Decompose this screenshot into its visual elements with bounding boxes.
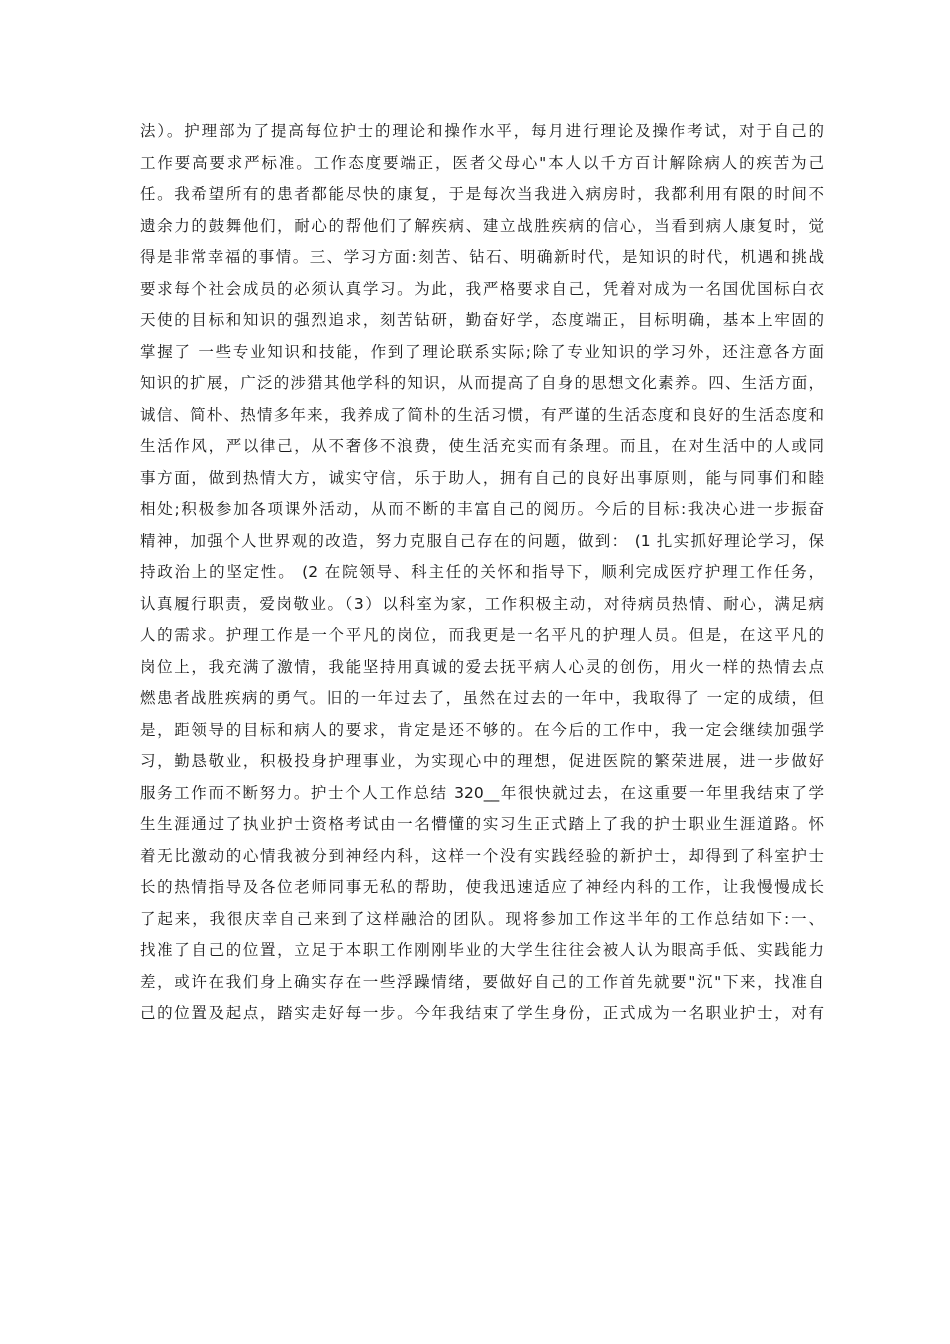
text-line: 掌握了 一些专业知识和技能，作到了理论联系实际;除了专业知识的学习外，还注意各方面	[140, 342, 824, 361]
text-line: 工作要高要求严标准。工作态度要端正，医者父母心"本人以千方百计解除病人的疾苦为己	[140, 153, 824, 172]
text-line: 了起来，我很庆幸自己来到了这样融洽的团队。现将参加工作这半年的工作总结如下:一、	[140, 909, 824, 928]
text-line: 遗余力的鼓舞他们，耐心的帮他们了解疾病、建立战胜疾病的信心，当看到病人康复时，觉	[140, 216, 824, 235]
text-line: 己的位置及起点，踏实走好每一步。今年我结束了学生身份，正式成为一名职业护士，对有	[140, 1004, 824, 1022]
text-line: 服务工作而不断努力。护士个人工作总结 320__年很快就过去，在这重要一年里我结束了学	[140, 783, 824, 802]
text-line: 人的需求。护理工作是一个平凡的岗位，而我更是一名平凡的护理人员。但是，在这平凡的	[140, 626, 824, 644]
text-line: 长的热情指导及各位老师同事无私的帮助，使我迅速适应了神经内科的工作，让我慢慢成长	[140, 878, 824, 896]
text-line: 着无比激动的心情我被分到神经内科，这样一个没有实践经验的新护士，却得到了科室护士	[140, 846, 824, 865]
text-line: 持政治上的坚定性。 (2 在院领导、科主任的关怀和指导下，顺利完成医疗护理工作任务，	[140, 563, 824, 581]
text-line: 天使的目标和知识的强烈追求，刻苦钻研，勤奋好学，态度端正，目标明确，基本上牢固的	[140, 311, 824, 329]
text-line: 是，距领导的目标和病人的要求，肯定是还不够的。在今后的工作中，我一定会继续加强学	[140, 720, 824, 739]
text-line: 岗位上，我充满了激情，我能坚持用真诚的爱去抚平病人心灵的创伤，用火一样的热情去点	[140, 657, 824, 676]
text-line: 认真履行职责，爱岗敬业。（3）以科室为家，工作积极主动，对待病员热情、耐心，满足病	[140, 594, 824, 613]
text-line: 找准了自己的位置，立足于本职工作刚刚毕业的大学生往往会被人认为眼高手低、实践能力	[140, 941, 824, 959]
text-line: 任。我希望所有的患者都能尽快的康复，于是每次当我进入病房时，我都利用有限的时间不	[140, 185, 824, 203]
text-line: 生活作风，严以律己，从不奢侈不浪费，使生活充实而有条理。而且，在对生活中的人或同	[140, 437, 824, 455]
body-text	[140, 116, 824, 1030]
text-line: 差，或许在我们身上确实存在一些浮躁情绪，要做好自己的工作首先就要"沉"下来，找准自	[140, 972, 824, 991]
text-line: 知识的扩展，广泛的涉猎其他学科的知识，从而提高了自身的思想文化素养。四、生活方面，	[140, 374, 824, 392]
text-line: 法）。护理部为了提高每位护士的理论和操作水平，每月进行理论及操作考试，对于自己的	[140, 122, 824, 140]
text-line: 诚信、简朴、热情多年来，我养成了简朴的生活习惯，有严谨的生活态度和良好的生活态度和	[140, 405, 824, 424]
text-line: 精神，加强个人世界观的改造，努力克服自己存在的问题，做到： (1 扎实抓好理论学习，保	[140, 531, 824, 550]
text-line: 得是非常幸福的事情。三、学习方面:刻苦、钻石、明确新时代，是知识的时代，机遇和挑战	[140, 248, 824, 266]
text-line: 事方面，做到热情大方，诚实守信，乐于助人，拥有自己的良好出事原则，能与同事们和睦	[140, 468, 824, 487]
text-line: 生生涯通过了执业护士资格考试由一名懵懂的实习生正式踏上了我的护士职业生涯道路。怀	[140, 815, 824, 833]
text-line: 习，勤恳敬业，积极投身护理事业，为实现心中的理想，促进医院的繁荣进展，进一步做好	[140, 752, 824, 770]
text-line: 燃患者战胜疾病的勇气。旧的一年过去了，虽然在过去的一年中，我取得了 一定的成绩，但	[140, 689, 824, 707]
text-line: 要求每个社会成员的必须认真学习。为此，我严格要求自己，凭着对成为一名国优国标白衣	[140, 279, 824, 298]
text-line: 相处;积极参加各项课外活动，从而不断的丰富自己的阅历。今后的目标:我决心进一步振奋	[140, 500, 824, 518]
